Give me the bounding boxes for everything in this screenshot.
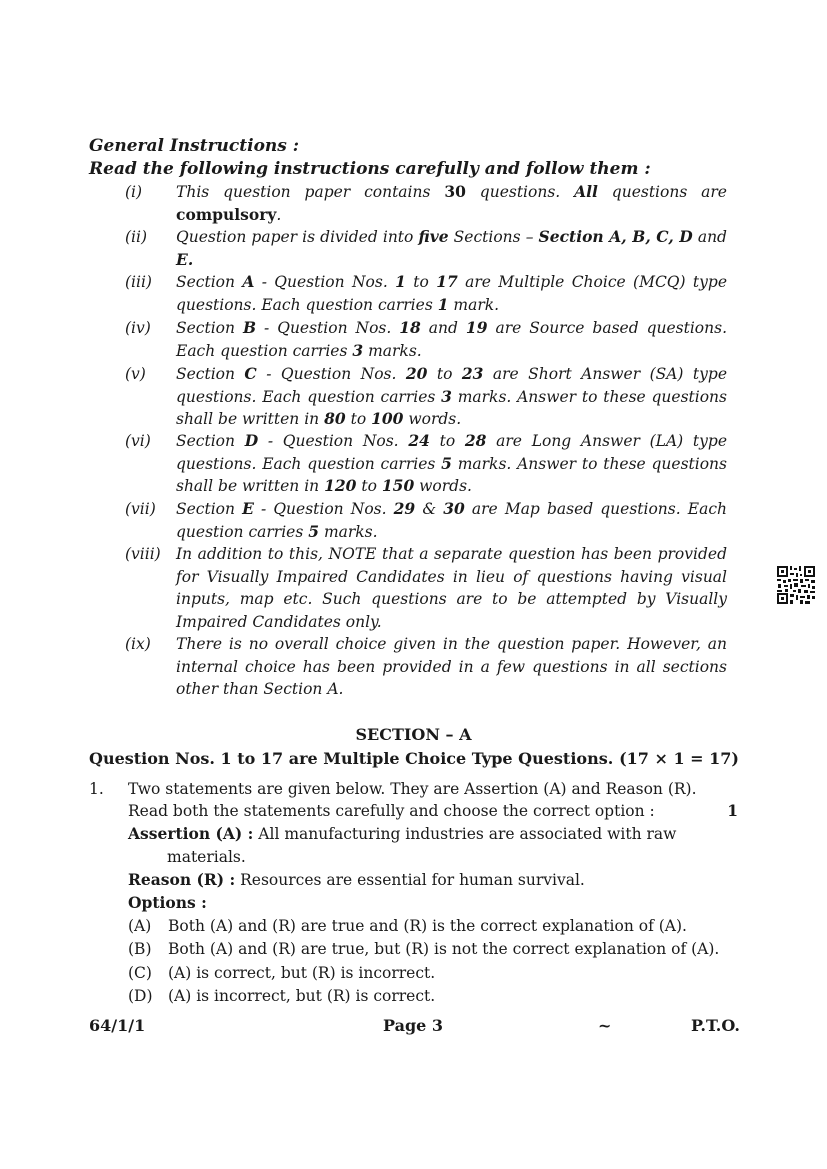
footer-symbol: ~	[598, 1016, 612, 1035]
instruction-text: There is no overall choice given in the question paper. However, an internal choice has been provided in a few questions in all sections other than Section A.	[176, 635, 727, 698]
instruction-number: (vi)	[125, 432, 151, 450]
instruction-number: (vii)	[125, 500, 156, 518]
paper-code: 64/1/1	[89, 1016, 146, 1035]
instruction-text: In addition to this, NOTE that a separate question has been provided for Visually Impaired Candidates in lieu of questions having visual inputs, map etc. Such questions are to be attempted by Visually Impaired Candidates only.	[176, 545, 727, 631]
section-marks: (17 × 1 = 17)	[619, 749, 739, 768]
instruction-number: (i)	[125, 183, 143, 201]
instruction-text: Section E - Question Nos. 29 & 30 are Map based questions. Each question carries 5 marks.	[176, 499, 727, 541]
instruction-number: (iii)	[125, 273, 152, 291]
question-marks: 1	[727, 801, 738, 820]
section-subtitle-row	[89, 748, 739, 770]
instruction-text: Question paper is divided into five Sections – Section A, B, C, D and E.	[176, 227, 727, 269]
instruction-number: (ix)	[125, 635, 151, 653]
question-number: 1.	[89, 780, 104, 798]
instruction-item: (i) This question paper contains 30 questions. All questions are compulsory.	[125, 182, 727, 224]
instruction-item	[125, 633, 727, 701]
option-b[interactable]: (B) Both (A) and (R) are true, but (R) is not the correct explanation of (A).	[128, 940, 720, 958]
section-subtitle: Question Nos. 1 to 17 are Multiple Choice Type Questions.	[89, 749, 614, 768]
pto-label: P.T.O.	[691, 1016, 740, 1035]
instruction-text: Section A - Question Nos. 1 to 17 are Multiple Choice (MCQ) type questions. Each question carries 1 mark.	[176, 272, 727, 314]
instruction-number: (iv)	[125, 319, 151, 337]
instruction-text: This question paper contains 30 questions. All questions are	[176, 182, 727, 201]
instruction-item	[125, 543, 727, 633]
question-text-line: Read both the statements carefully and choose the correct option : 1	[128, 800, 738, 823]
instruction-item	[125, 430, 727, 498]
assertion-continuation: materials.	[167, 848, 246, 866]
instruction-item	[125, 271, 727, 316]
instruction-item	[125, 226, 727, 271]
qr-code-icon	[776, 565, 816, 605]
instructions-heading: General Instructions :	[89, 136, 300, 156]
instruction-number: (ii)	[125, 228, 148, 246]
instruction-number: (v)	[125, 365, 146, 383]
instruction-text: Section B - Question Nos. 18 and 19 are Source based questions. Each question carries 3 marks.	[176, 318, 728, 360]
instruction-item	[125, 498, 727, 543]
instruction-item	[125, 363, 727, 431]
options-label: Options :	[128, 893, 207, 912]
reason: Reason (R) : Resources are essential for human survival.	[128, 870, 585, 889]
assertion: Assertion (A) : All manufacturing industries are associated with raw	[128, 824, 677, 843]
instruction-text: Section C - Question Nos. 20 to 23 are Short Answer (SA) type questions. Each question carries 3 marks. Answer to these questions shall be written in 80 to 100 words.	[176, 364, 728, 428]
instructions-subheading: Read the following instructions carefully and follow them :	[89, 159, 651, 179]
option-c[interactable]: (C) (A) is correct, but (R) is incorrect.	[128, 964, 436, 982]
section-title: SECTION – A	[355, 725, 472, 744]
page-number: Page 3	[383, 1016, 444, 1035]
instruction-item	[125, 317, 727, 362]
instruction-text: Section D - Question Nos. 24 to 28 are Long Answer (LA) type questions. Each question carries 5 marks. Answer to these questions shall be written in 120 to 150 words.	[176, 431, 727, 495]
instruction-number: (viii)	[125, 545, 161, 563]
option-d[interactable]: (D) (A) is incorrect, but (R) is correct.	[128, 987, 436, 1005]
option-a[interactable]: (A) Both (A) and (R) are true and (R) is the correct explanation of (A).	[128, 917, 687, 935]
question-text-line: Two statements are given below. They are Assertion (A) and Reason (R).	[128, 780, 697, 798]
